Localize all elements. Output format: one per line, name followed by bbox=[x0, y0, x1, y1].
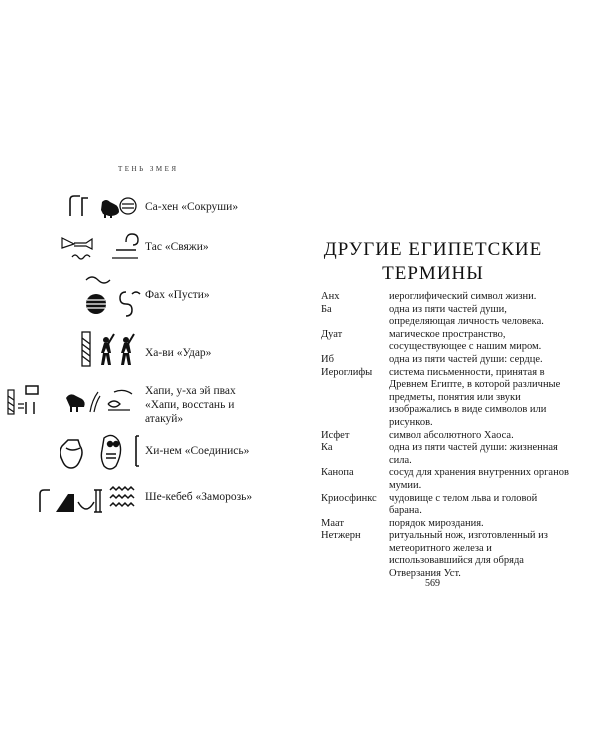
shelter-glyph bbox=[82, 198, 88, 216]
spell-label-ha-vi: Ха-ви «Удар» bbox=[145, 347, 212, 359]
spell-label-tas: Тас «Свяжи» bbox=[145, 241, 209, 253]
glossary-definition: одна из пяти частей души, определяющая личность человека. bbox=[389, 303, 544, 328]
folded-cloth-glyph-2 bbox=[40, 490, 50, 512]
glossary-term: Исфет bbox=[321, 429, 350, 441]
stool-glyph bbox=[26, 386, 38, 414]
striking-man-glyph-1 bbox=[101, 334, 114, 365]
glossary-entry bbox=[321, 329, 571, 354]
glossary-term: Ба bbox=[321, 303, 332, 315]
jar-glyph bbox=[60, 440, 82, 468]
water-glyph bbox=[18, 404, 24, 408]
spell-label-she-kebeb: Ше-кебеб «Заморозь» bbox=[145, 491, 253, 503]
glossary bbox=[321, 291, 571, 581]
hieroglyphs-tas bbox=[60, 232, 146, 262]
glossary-term: Криосфинкс bbox=[321, 492, 377, 504]
page-number: 569 bbox=[425, 578, 440, 589]
glossary-definition: чудовище с телом льва и головой барана. bbox=[389, 492, 538, 517]
horned-viper-glyph bbox=[86, 277, 110, 283]
glossary-definition: ритуальный нож, изготовленный из метеоритного железа и использовавшийся для обряда Отверзания Уст. bbox=[389, 530, 548, 580]
hieroglyphs-hi-nem bbox=[60, 430, 144, 472]
spell-label-hi-nem: Хи-нем «Соединись» bbox=[145, 445, 250, 457]
water-ripple-glyph bbox=[110, 487, 134, 506]
glossary-entry bbox=[321, 430, 571, 443]
glossary-definition: символ абсолютного Хаоса. bbox=[389, 429, 514, 441]
glossary-definition: магическое пространство, сосуществующее с нашим миром. bbox=[389, 328, 542, 353]
glossary-entry bbox=[321, 442, 571, 467]
basket-glyph bbox=[78, 502, 94, 509]
glossary-term: Нетжерн bbox=[321, 530, 361, 542]
glossary-term: Канопа bbox=[321, 467, 354, 479]
hieroglyphs-ha-vi bbox=[78, 328, 144, 370]
flax-glyph bbox=[8, 390, 14, 414]
hieroglyphs-hapi bbox=[4, 382, 144, 418]
glossary-entry bbox=[321, 518, 571, 531]
reed-glyph bbox=[90, 392, 100, 412]
striking-man-glyph-2 bbox=[121, 334, 134, 365]
glossary-term: Анх bbox=[321, 291, 340, 302]
glossary-definition: сосуд для хранения внутренних органов мумии. bbox=[389, 467, 569, 491]
glossary-term: Дуат bbox=[321, 328, 343, 340]
running-head: ТЕНЬ ЗМЕЯ bbox=[118, 165, 179, 173]
glossary-definition: порядок мироздания. bbox=[389, 517, 484, 529]
glossary-entry bbox=[321, 291, 571, 304]
twisted-flax-glyph bbox=[82, 332, 90, 366]
glossary-definition: иероглифический символ жизни. bbox=[389, 291, 537, 302]
spell-label-hapi: Хапи, у-ха эй пвах «Хапи, восстань и атакуй» bbox=[145, 385, 236, 425]
wick-glyph bbox=[120, 292, 140, 316]
hieroglyphs-sa-hen bbox=[64, 194, 140, 218]
loop-glyph bbox=[108, 390, 132, 410]
glossary-definition: одна из пяти частей души: жизненная сила. bbox=[389, 442, 558, 466]
spell-label-sa-hen: Са-хен «Сокруши» bbox=[145, 201, 239, 213]
glossary-term: Ка bbox=[321, 442, 333, 454]
coil-glyph bbox=[116, 234, 138, 250]
hieroglyphs-she-kebeb bbox=[34, 482, 144, 516]
glossary-entry bbox=[321, 304, 571, 329]
folded-cloth-glyph bbox=[70, 196, 80, 216]
glossary-entry bbox=[321, 354, 571, 367]
spell-label-fah: Фах «Пусти» bbox=[145, 289, 210, 301]
chick-glyph bbox=[101, 200, 119, 218]
glossary-term: Иб bbox=[321, 353, 334, 365]
bracket-glyph bbox=[136, 436, 139, 466]
glossary-term: Иероглифы bbox=[321, 366, 373, 378]
glossary-entry bbox=[321, 367, 571, 430]
placenta-glyph bbox=[120, 198, 136, 214]
glossary-definition: система письменности, принятая в Древнем Египте, в которой различные предметы, понятия или звуки изображались в виде символов или рисунков. bbox=[389, 366, 561, 428]
glossary-title: ДРУГИЕ ЕГИПЕТСКИЕ ТЕРМИНЫ bbox=[323, 239, 543, 284]
owl-glyph bbox=[101, 435, 120, 469]
glossary-term: Маат bbox=[321, 517, 344, 529]
water-rope-glyph bbox=[72, 255, 138, 259]
glossary-entry bbox=[321, 530, 571, 580]
slope-glyph bbox=[56, 494, 74, 512]
glossary-entry bbox=[321, 493, 571, 518]
glossary-definition: одна из пяти частей души: сердце. bbox=[389, 353, 543, 365]
knife-glyph bbox=[62, 238, 92, 249]
glossary-entry bbox=[321, 467, 571, 492]
hieroglyphs-fah bbox=[84, 272, 144, 318]
column-glyph bbox=[94, 490, 102, 512]
duckling-glyph bbox=[66, 394, 85, 412]
